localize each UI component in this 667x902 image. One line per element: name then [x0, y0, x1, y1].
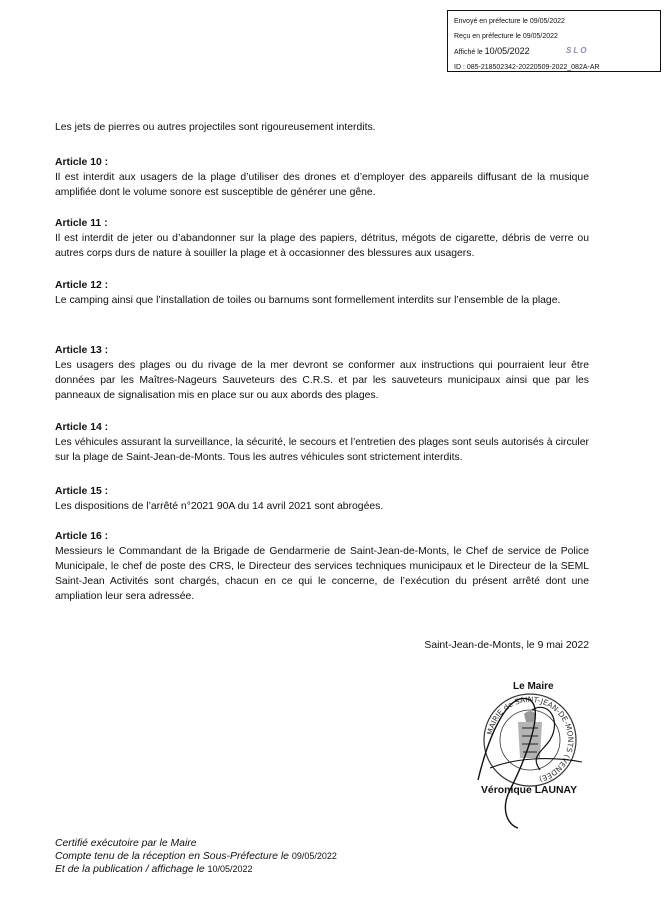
article-text: Les usagers des plages ou du rivage de la mer devront se conformer aux instructions qui pourraient leur être données par les Maîtres-Nageurs Sauveteurs des C.R.S. et par les sauveteurs municipaux ainsi que par les panneaux de signalisation mis en place sur ou aux abords des plages.	[55, 360, 589, 401]
mayor-title: Le Maire	[513, 681, 554, 692]
article-13	[55, 343, 589, 403]
article-11	[55, 216, 589, 261]
mayor-seal-icon	[470, 670, 590, 830]
article-title: Article 10 :	[55, 157, 109, 168]
article-title: Article 16 :	[55, 531, 109, 542]
cert-line-1: Certifié exécutoire par le Maire	[55, 838, 197, 849]
posted-date-line	[454, 44, 654, 60]
dateline: Saint-Jean-de-Monts, le 9 mai 2022	[424, 640, 589, 651]
certification-block	[55, 837, 337, 876]
posted-prefix: Affiché le	[454, 49, 483, 56]
intro-paragraph: Les jets de pierres ou autres projectiles sont rigoureusement interdits.	[55, 122, 376, 133]
slo-logo-icon: SLO	[566, 46, 589, 55]
article-title: Article 12 :	[55, 280, 109, 291]
article-title: Article 14 :	[55, 422, 109, 433]
prefecture-stamp	[447, 10, 661, 72]
cert-line-2-text: Compte tenu de la réception en Sous-Préfecture le	[55, 851, 289, 862]
cert-line-3-text: Et de la publication / affichage le	[55, 864, 205, 875]
article-10	[55, 155, 589, 200]
article-12	[55, 278, 589, 308]
article-text: Le camping ainsi que l’installation de toiles ou barnums sont formellement interdits sur l’ensemble de la plage.	[55, 295, 561, 306]
acte-id-line: ID : 085-218502342-20220509-2022_082A-AR	[454, 64, 600, 71]
article-text: Il est interdit de jeter ou d’abandonner sur la plage des papiers, détritus, mégots de cigarette, débris de verre ou autres corps durs de nature à souiller la plage et à occasionner des blessures aux usagers.	[55, 233, 589, 259]
article-title: Article 15 :	[55, 486, 109, 497]
cert-publication-date: 10/05/2022	[207, 864, 253, 874]
cert-reception-date: 09/05/2022	[291, 851, 337, 861]
article-text: Il est interdit aux usagers de la plage d’utiliser des drones et d’employer des appareils diffusant de la musique amplifiée dont le volume sonore est susceptible de générer une gêne.	[55, 172, 589, 198]
article-text: Les dispositions de l’arrêté n°2021 90A du 14 avril 2021 sont abrogées.	[55, 501, 384, 512]
article-14	[55, 420, 589, 465]
article-title: Article 11 :	[55, 218, 108, 229]
sent-date-line: Envoyé en préfecture le 09/05/2022	[454, 18, 565, 25]
signatory-name: Véronique LAUNAY	[481, 785, 578, 796]
cert-line-3	[55, 863, 337, 876]
cert-line-2	[55, 850, 337, 863]
article-15	[55, 484, 589, 514]
posted-date: 10/05/2022	[484, 46, 530, 56]
received-date-line: Reçu en préfecture le 09/05/2022	[454, 33, 558, 40]
article-16	[55, 529, 589, 604]
article-text: Les véhicules assurant la surveillance, la sécurité, le secours et l’entretien des plages sont seuls autorisés à circuler sur la plage de Saint-Jean-de-Monts. Tous les autres véhicules sont strictement interdits.	[55, 437, 589, 463]
article-text: Messieurs le Commandant de la Brigade de Gendarmerie de Saint-Jean-de-Monts, le Chef de service de Police Municipale, le chef de poste des CRS, le Directeur des services techniques municipaux et le Directeur de la SEML Saint-Jean Activités sont chargés, chacun en ce qui le concerne, de l’exécution du présent arrêté dont une ampliation leur sera adressée.	[55, 546, 589, 602]
svg-text:MAIRIE de SAINT-JEAN-DE-MONTS: MAIRIE de SAINT-JEAN-DE-MONTS (VENDÉE)	[485, 694, 576, 784]
article-title: Article 13 :	[55, 345, 109, 356]
